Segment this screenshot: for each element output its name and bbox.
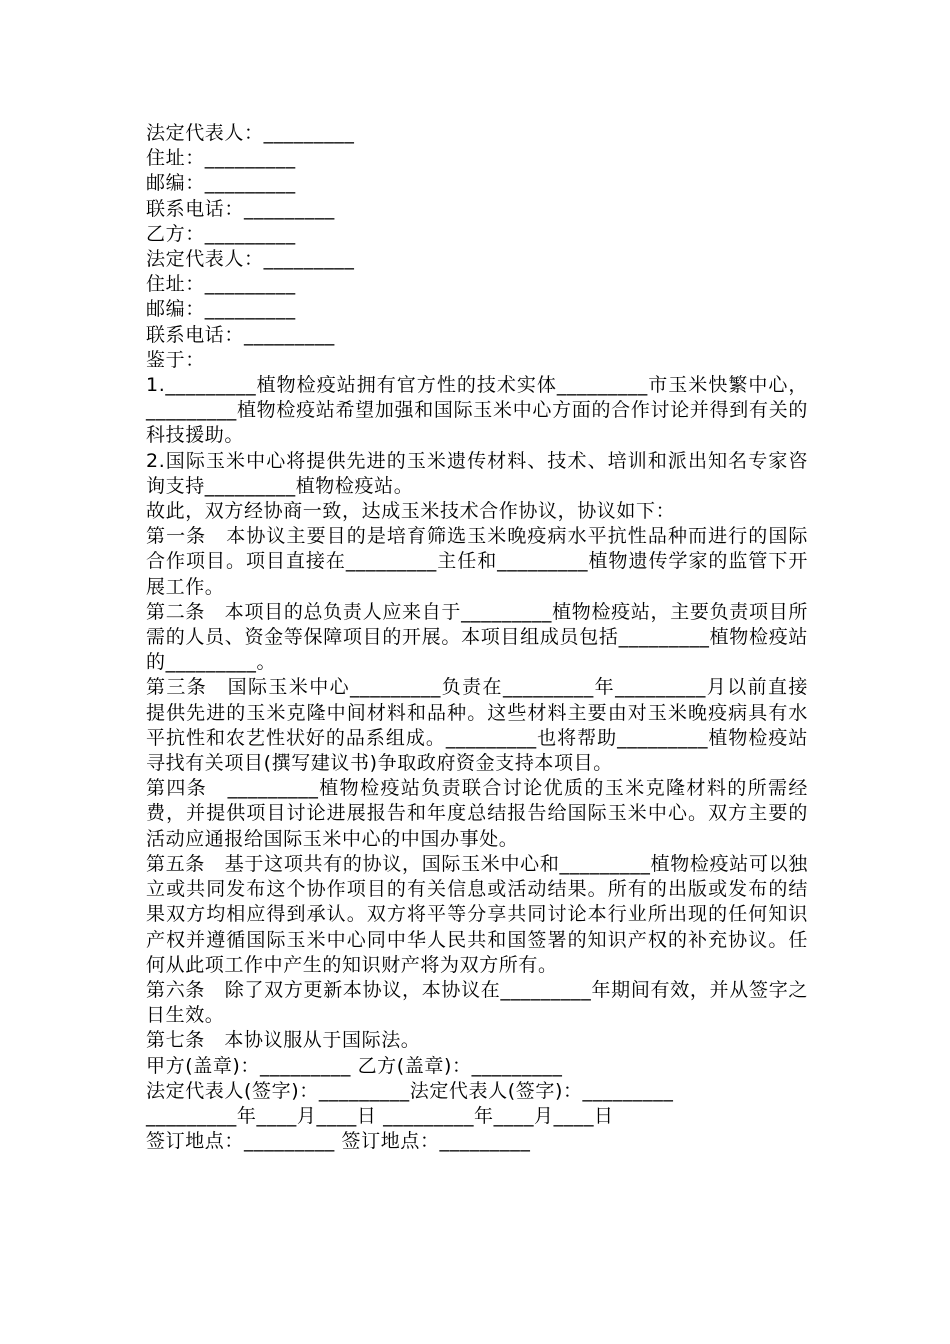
party-a-section [146,121,808,222]
articles-section [146,524,808,1053]
article-4: 第四条 _________植物检疫站负责联合讨论优质的玉米克隆材料的所需经费，并提供项目讨论进展报告和年度总结报告给国际玉米中心。双方主要的活动应通报给国际玉米中心的中国办事处。 [146,777,808,850]
whereas-item-2: 2.国际玉米中心将提供先进的玉米遗传材料、技术、培训和派出知名专家咨询支持_________植物检疫站。 [146,449,808,497]
party-b-section [146,222,808,348]
party-b-name: 乙方：_________ [146,222,296,245]
signature-date-line: _________年____月____日 _________年____月____日 [146,1104,614,1127]
party-b-address: 住址：_________ [146,273,296,296]
whereas-heading: 鉴于： [146,348,205,371]
party-a-phone: 联系电话：_________ [146,197,335,220]
party-b-phone: 联系电话：_________ [146,323,335,346]
signature-seal-line: 甲方(盖章)：_________ 乙方(盖章)：_________ [146,1054,563,1077]
whereas-item-1: 1._________植物检疫站拥有官方性的技术实体_________市玉米快繁中心，_________植物检疫站希望加强和国际玉米中心方面的合作讨论并得到有关的科技援助。 [146,374,808,447]
signature-place-line: 签订地点：_________ 签订地点：_________ [146,1130,531,1153]
agreement-intro: 故此，双方经协商一致，达成玉米技术合作协议，协议如下： [146,500,676,523]
article-1: 第一条 本协议主要目的是培育筛选玉米晚疫病水平抗性品种而进行的国际合作项目。项目直接在_________主任和_________植物遗传学家的监管下开展工作。 [146,525,808,598]
whereas-section [146,348,808,524]
party-a-address: 住址：_________ [146,147,296,170]
signature-section [146,1054,808,1155]
party-b-postcode: 邮编：_________ [146,298,296,321]
article-2: 第二条 本项目的总负责人应来自于_________植物检疫站，主要负责项目所需的人员、资金等保障项目的开展。本项目组成员包括_________植物检疫站的_________。 [146,600,808,674]
article-6: 第六条 除了双方更新本协议，本协议在_________年期间有效，并从签字之日生效。 [146,978,808,1027]
contract-document [146,121,808,1154]
article-5: 第五条 基于这项共有的协议，国际玉米中心和_________植物检疫站可以独立或共同发布这个协作项目的有关信息或活动结果。所有的出版或发布的结果双方均相应得到承认。双方将平等分享共同讨论本行业所出现的任何知识产权并遵循国际玉米中心同中华人民共和国签署的知识产权的补充协议。任何从此项工作中产生的知识财产将为双方所有。 [146,852,808,976]
article-3: 第三条 国际玉米中心_________负责在_________年_________月以前直接提供先进的玉米克隆中间材料和品种。这些材料主要由对玉米晚疫病具有水平抗性和农艺性状好的品系组成。_________也将帮助_________植物检疫站寻找有关项目(撰写建议书)争取政府资金支持本项目。 [146,676,808,775]
signature-representative-line: 法定代表人(签字)：_________法定代表人(签字)：_________ [146,1079,674,1102]
article-7: 第七条 本协议服从于国际法。 [146,1029,421,1052]
party-a-representative: 法定代表人：_________ [146,122,355,144]
party-a-postcode: 邮编：_________ [146,172,296,195]
party-b-representative: 法定代表人：_________ [146,248,355,271]
